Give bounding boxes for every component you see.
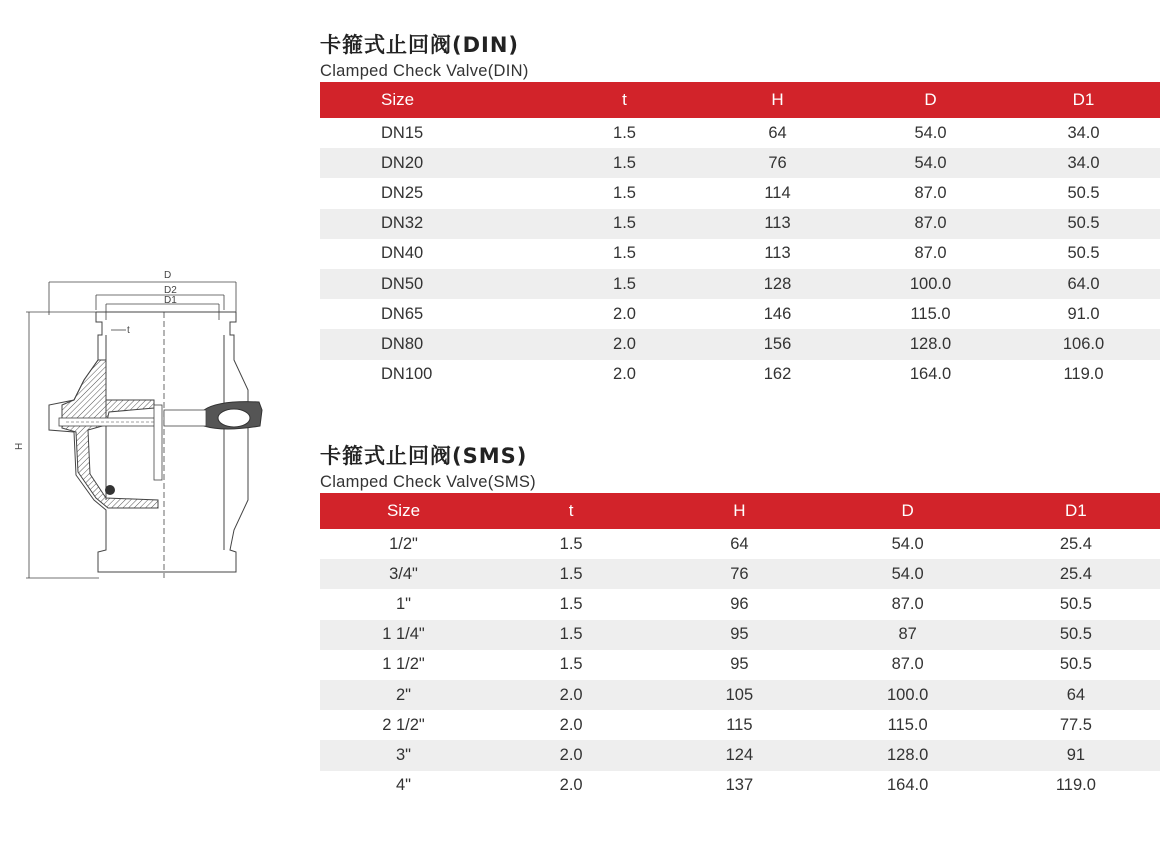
table-cell: 114 (764, 183, 791, 202)
table-row (320, 299, 1160, 329)
sms-table-header (320, 493, 1160, 529)
table-cell: 1/2" (389, 534, 418, 553)
table-cell: 2.0 (559, 745, 583, 764)
table-cell: 96 (730, 594, 749, 613)
dim-label-d2: D2 (164, 285, 177, 296)
table-cell: 25.4 (1059, 564, 1092, 583)
table-row (320, 710, 1160, 740)
table-cell: 156 (763, 334, 792, 353)
din-title-en: Clamped Check Valve(DIN) (320, 62, 529, 80)
table-cell: 87.0 (914, 214, 947, 233)
table-cell: 95 (730, 655, 749, 674)
din-section (320, 30, 1160, 390)
table-cell: DN40 (381, 244, 424, 263)
table-row (320, 178, 1160, 208)
sms-table (320, 493, 1160, 801)
table-cell: 100.0 (886, 685, 929, 704)
table-cell: 105 (725, 685, 754, 704)
table-cell: DN25 (381, 183, 424, 202)
table-cell: DN15 (381, 123, 424, 142)
table-cell: 2.0 (613, 365, 636, 384)
table-cell: 164.0 (909, 365, 952, 384)
header-d1: D1 (1065, 501, 1087, 520)
table-cell: 2.0 (559, 715, 583, 734)
table-row (320, 559, 1160, 589)
header-d1: D1 (1072, 90, 1095, 109)
header-size: Size (386, 501, 421, 520)
table-cell: 2" (395, 685, 412, 704)
table-cell: 87.0 (914, 183, 947, 202)
table-cell: 3" (395, 745, 412, 764)
sms-title-cn: 卡箍式止回阀(SMS) (320, 444, 528, 468)
table-cell: 162 (763, 365, 792, 384)
table-cell: 76 (768, 153, 787, 172)
table-cell: 1 1/2" (382, 655, 425, 674)
table-row (320, 589, 1160, 619)
header-d: D (901, 501, 914, 520)
sms-section (320, 441, 1160, 801)
table-cell: 64 (730, 534, 749, 553)
table-cell: 128.0 (886, 745, 929, 764)
table-cell: 64 (768, 123, 787, 142)
table-cell: 34.0 (1067, 123, 1100, 142)
table-cell: 87 (898, 625, 917, 644)
table-cell: 1.5 (613, 183, 636, 202)
table-row (320, 771, 1160, 801)
table-cell: 50.5 (1067, 183, 1100, 202)
valve-drawing (14, 260, 276, 590)
din-table (320, 82, 1160, 390)
table-row (320, 118, 1160, 148)
table-cell: 1" (395, 594, 412, 613)
sms-title-en: Clamped Check Valve(SMS) (320, 473, 536, 491)
table-cell: 87.0 (891, 594, 924, 613)
table-row (320, 239, 1160, 269)
table-cell: 2 1/2" (382, 715, 425, 734)
table-cell: 1.5 (559, 534, 583, 553)
table-cell: 113 (764, 244, 791, 263)
table-cell: 115.0 (887, 715, 928, 734)
dim-label-d1: D1 (164, 295, 177, 306)
table-cell: 1.5 (613, 123, 636, 142)
table-cell: 1.5 (613, 274, 636, 293)
table-cell: 115 (726, 715, 753, 734)
table-cell: 2.0 (613, 304, 636, 323)
table-row (320, 680, 1160, 710)
table-row (320, 148, 1160, 178)
table-cell: DN20 (381, 153, 424, 172)
table-cell: 4" (395, 776, 412, 795)
table-cell: 1.5 (559, 625, 583, 644)
table-cell: 95 (730, 625, 749, 644)
header-size: Size (381, 90, 415, 109)
table-cell: DN50 (381, 274, 424, 293)
table-row (320, 360, 1160, 390)
table-cell: 119.0 (1063, 365, 1104, 384)
table-row (320, 620, 1160, 650)
table-cell: 100.0 (909, 274, 952, 293)
table-cell: 1.5 (613, 214, 636, 233)
table-cell: DN100 (381, 365, 433, 384)
table-cell: 1.5 (613, 153, 636, 172)
din-table-header (320, 82, 1160, 118)
table-row (320, 529, 1160, 559)
table-row (320, 269, 1160, 299)
table-cell: 54.0 (891, 534, 924, 553)
table-cell: 1.5 (559, 564, 583, 583)
table-cell: 3/4" (389, 564, 418, 583)
table-cell: DN80 (381, 334, 424, 353)
table-cell: 106.0 (1062, 334, 1105, 353)
table-cell: 87.0 (891, 655, 924, 674)
table-cell: 91 (1066, 745, 1086, 764)
table-cell: 115.0 (910, 304, 951, 323)
table-cell: 137 (725, 776, 754, 795)
table-cell: 25.4 (1059, 534, 1092, 553)
table-cell: 119.0 (1055, 776, 1096, 795)
table-cell: 1.5 (613, 244, 636, 263)
table-cell: 50.5 (1067, 244, 1100, 263)
dim-label-t: t (127, 325, 130, 336)
table-row (320, 209, 1160, 239)
table-cell: 87.0 (914, 244, 947, 263)
din-title-cn: 卡箍式止回阀(DIN) (320, 33, 520, 57)
table-cell: 124 (725, 745, 754, 764)
table-cell: 2.0 (613, 334, 636, 353)
table-cell: 1 1/4" (382, 625, 425, 644)
header-d: D (924, 90, 937, 109)
table-cell: 1.5 (559, 594, 583, 613)
table-cell: 34.0 (1067, 153, 1100, 172)
table-cell: 54.0 (914, 153, 947, 172)
table-cell: 76 (730, 564, 749, 583)
table-cell: 146 (763, 304, 792, 323)
table-cell: 2.0 (559, 685, 583, 704)
header-h: H (771, 90, 784, 109)
table-row (320, 740, 1160, 770)
table-row (320, 650, 1160, 680)
valve-cross-section (14, 260, 276, 590)
table-cell: 164.0 (886, 776, 929, 795)
table-cell: 54.0 (891, 564, 924, 583)
table-cell: DN65 (381, 304, 424, 323)
table-cell: 128.0 (909, 334, 952, 353)
table-cell: 54.0 (914, 123, 947, 142)
table-cell: 128 (763, 274, 792, 293)
table-cell: 50.5 (1059, 625, 1092, 644)
table-cell: 64.0 (1067, 274, 1100, 293)
dim-label-h: H (14, 442, 25, 450)
header-h: H (733, 501, 746, 520)
table-cell: 50.5 (1067, 214, 1100, 233)
header-t: t (568, 501, 574, 520)
table-cell: 50.5 (1059, 594, 1092, 613)
table-cell: 50.5 (1059, 655, 1092, 674)
table-cell: DN32 (381, 214, 424, 233)
table-cell: 113 (764, 214, 791, 233)
dim-label-d: D (164, 270, 172, 281)
table-cell: 91.0 (1067, 304, 1100, 323)
table-cell: 1.5 (559, 655, 583, 674)
header-t: t (622, 90, 627, 109)
table-cell: 64 (1066, 685, 1086, 704)
table-cell: 77.5 (1059, 715, 1092, 734)
table-cell: 2.0 (559, 776, 583, 795)
table-row (320, 329, 1160, 359)
